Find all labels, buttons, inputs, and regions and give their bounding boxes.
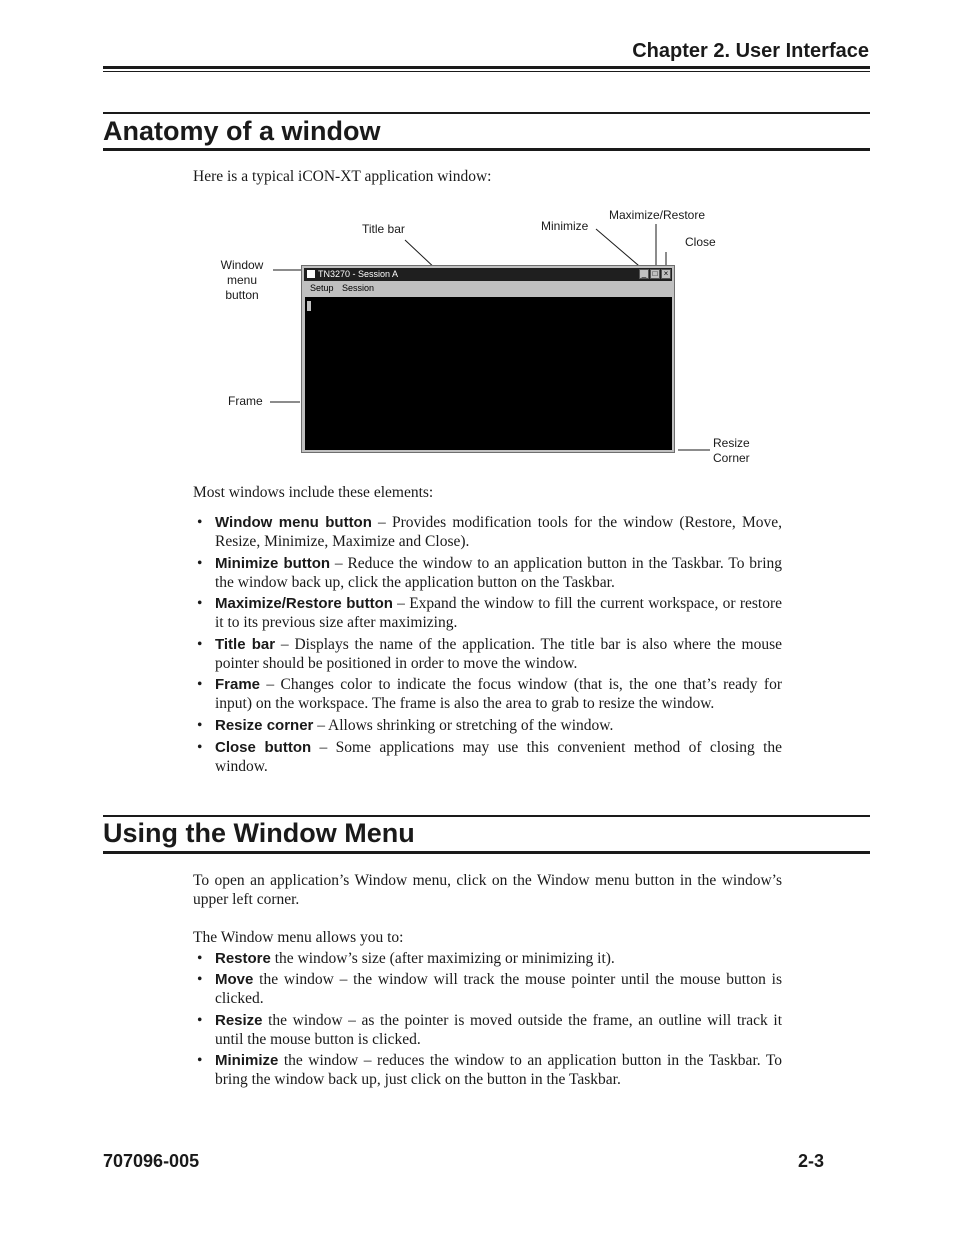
list-item (193, 716, 782, 735)
list-item-term: Minimize (215, 1052, 279, 1069)
list-item (193, 513, 782, 551)
window-menu-list-intro: The Window menu allows you to: (193, 929, 404, 946)
sample-window-titlebar[interactable] (304, 268, 672, 281)
list-item-term: Window menu button (215, 514, 372, 531)
sample-window-title: TN3270 - Session A (318, 269, 399, 279)
list-item-desc: – Some applications may use this convenient method of closing the window. (215, 739, 783, 775)
callout-title-bar: Title bar (362, 222, 405, 236)
list-item-term: Resize corner (215, 717, 314, 734)
section-rule-top (103, 112, 870, 114)
elements-intro: Most windows include these elements: (193, 484, 434, 501)
list-item-desc: the window – as the pointer is moved outside the frame, an outline will track it until the mouse button is clicked. (215, 1012, 782, 1048)
window-menu-icon[interactable] (307, 270, 315, 278)
callout-close: Close (685, 235, 716, 249)
section-title-anatomy: Anatomy of a window (103, 116, 381, 146)
header-rule (103, 66, 870, 69)
list-item-desc: – Allows shrinking or stretching of the window. (313, 717, 614, 734)
list-item-term: Close button (215, 739, 312, 756)
sample-window-menubar (304, 282, 672, 295)
footer-doc-number: 707096-005 (103, 1151, 200, 1171)
list-item-term: Maximize/Restore button (215, 595, 393, 612)
list-item-term: Title bar (215, 636, 276, 653)
list-item (193, 594, 782, 632)
list-item-desc: – Changes color to indicate the focus window (that is, the one that’s ready for input) on the workspace. The frame is also the area to grab to resize the window. (215, 676, 782, 712)
list-item-desc: – Reduce the window to an application button in the Taskbar. To bring the window back up, click the application button on the Taskbar. (215, 555, 782, 591)
list-item-term: Frame (215, 676, 261, 693)
list-item (193, 970, 782, 1008)
minimize-button[interactable]: _ (639, 269, 649, 279)
maximize-button[interactable]: □ (650, 269, 660, 279)
list-item (193, 1011, 782, 1049)
section-rule-bottom (103, 148, 870, 151)
list-item-term: Minimize button (215, 555, 331, 572)
callout-resize-line1: Resize (713, 436, 750, 450)
list-item-desc: the window – reduces the window to an application button in the Taskbar. To bring the window back up, just click on the button in the Taskbar. (215, 1052, 782, 1088)
list-item (193, 738, 782, 776)
list-item-desc: – Provides modification tools for the window (Restore, Move, Resize, Minimize, Maximize and Close). (215, 514, 782, 550)
elements-list (193, 513, 782, 776)
callout-window-menu-line2: menu (226, 273, 258, 287)
sample-window-client (305, 297, 672, 450)
callout-resize-corner (713, 436, 750, 466)
list-item-desc: – Displays the name of the application. The title bar is also where the mouse pointer should be positioned in order to move the window. (215, 636, 782, 672)
chapter-header: Chapter 2. User Interface (632, 40, 869, 62)
text-cursor (307, 301, 311, 311)
callout-maximize-restore: Maximize/Restore (609, 208, 706, 222)
close-button[interactable]: × (661, 269, 671, 279)
section-rule-top (103, 815, 870, 817)
footer-page-number: 2-3 (797, 1151, 824, 1171)
callout-window-menu-line1: Window (220, 258, 264, 272)
section-title-window-menu: Using the Window Menu (103, 818, 415, 848)
window-menu-list (193, 949, 782, 1089)
list-item (193, 554, 782, 592)
list-item-desc: the window – the window will track the mouse pointer until the mouse button is clicked. (215, 971, 782, 1007)
list-item-term: Resize (215, 1012, 263, 1029)
callout-frame: Frame (228, 394, 263, 408)
section-rule-bottom (103, 851, 870, 854)
list-item-term: Restore (215, 950, 271, 967)
list-item-desc: the window’s size (after maximizing or minimizing it). (270, 950, 615, 967)
list-item-term: Move (215, 971, 254, 988)
callout-minimize: Minimize (541, 219, 589, 233)
menu-setup[interactable]: Setup (310, 283, 334, 293)
list-item (193, 1051, 782, 1089)
figure-intro: Here is a typical iCON-XT application window: (193, 168, 492, 185)
list-item (193, 949, 782, 968)
list-item (193, 635, 782, 673)
header-rule-thin (103, 71, 870, 72)
callout-resize-line2: Corner (713, 451, 750, 465)
list-item (193, 675, 782, 713)
callout-window-menu-line3: button (225, 288, 259, 302)
list-item-desc: – Expand the window to fill the current workspace, or restore it to its previous size after maximizing. (215, 595, 782, 631)
callout-window-menu-button (213, 258, 271, 303)
menu-session[interactable]: Session (342, 283, 375, 293)
sample-window-buttons (638, 269, 671, 282)
window-menu-intro: To open an application’s Window menu, click on the Window menu button in the window’s upper left corner. (193, 872, 782, 908)
sample-window (301, 265, 675, 453)
